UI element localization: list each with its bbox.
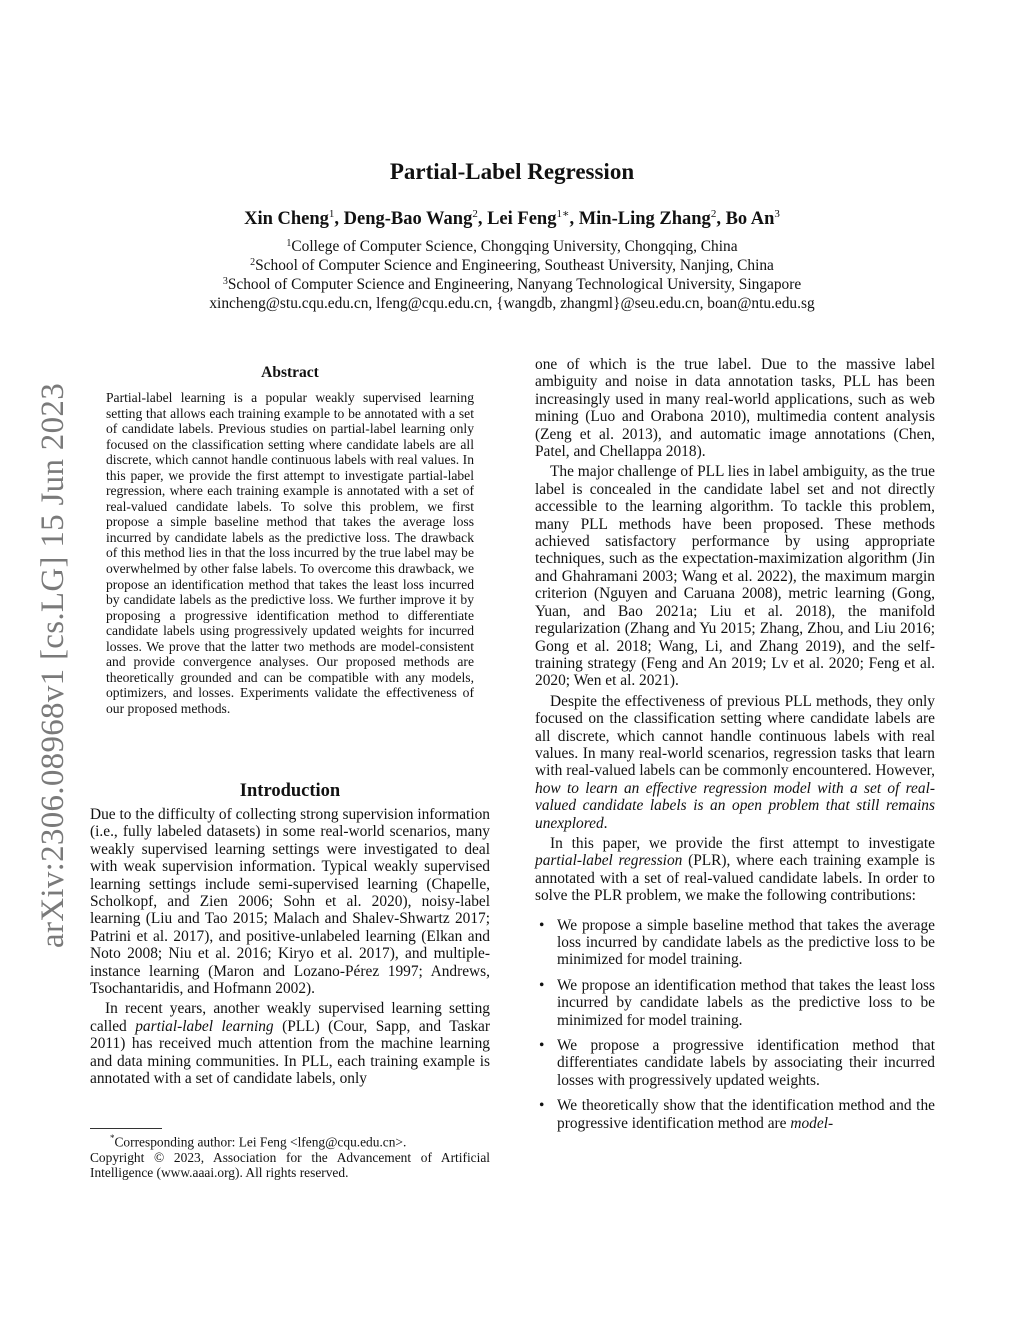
corresponding-author-note: *Corresponding author: Lei Feng <lfeng@cqu.edu.cn>.	[110, 1133, 407, 1150]
left-column-body	[90, 806, 490, 1088]
right-column-body	[535, 356, 935, 1140]
paragraph: In recent years, another weakly supervised learning setting called partial-label learning (PLL) (Cour, Sapp, and Taskar 2011) has received much attention from the machine learning and data mining communities. In PLL, each training example is annotated with a set of candidate labels, only	[90, 1000, 491, 1088]
bullet-icon: •	[539, 976, 545, 994]
bullet-icon: •	[539, 1097, 545, 1115]
author: Bo An$^3$	[725, 208, 780, 229]
affiliation: $^1$College of Computer Science, Chongqing University, Chongqing, China	[286, 238, 738, 255]
affiliation: $^3$School of Computer Science and Engineering, Nanyang Technological University, Singapore	[222, 276, 802, 293]
list-item: • We theoretically show that the identification method and the progressive identification method are model-	[539, 1097, 935, 1132]
introduction-heading: Introduction	[239, 781, 341, 801]
abstract-text: Partial-label learning is a popular weakly supervised learning setting that allows each training example to be annotated with a set of candidate labels. Previous studies on partial-label learning only focused on the classification setting where candidate labels are all discrete, which cannot handle continuous labels with real values. In this paper, we provide the first attempt to investigate partial-label regression, where each training example is annotated with a set of real-valued candidate labels. To solve this problem, we first propose a simple baseline method that takes the average loss incurred by candidate labels as the predictive loss. The drawback of this method lies in that the loss incurred by the true label may be overwhelmed by other false labels. To overcome this drawback, we propose an identification method that takes the least loss incurred by candidate labels as the predictive loss. We further improve it by proposing a progressive identification method to differentiate candidate labels using progressively updated weights for incurred losses. We prove that the latter two methods are model-consistent and provide convergence analyses. Our proposed methods are theoretically grounded and can be compatible with any models, optimizers, and losses. Experiments validate the effectiveness of our proposed methods.	[106, 390, 474, 716]
bullet-icon: •	[539, 916, 545, 934]
contributions-list	[535, 917, 935, 1132]
author: Min-Ling Zhang$^2$,	[578, 208, 726, 229]
abstract-heading: Abstract	[261, 364, 319, 381]
author: Xin Cheng$^1$,	[244, 208, 344, 229]
arxiv-identifier: arXiv:2306.08968v1 [cs.LG] 15 Jun 2023	[35, 382, 71, 948]
paragraph: The major challenge of PLL lies in label ambiguity, as the true label is concealed in the candidate label set and not directly accessible to the learning algorithm. To tackle this problem, many PLL methods have been proposed. These methods achieved satisfactory performance by using appropriate techniques, such as the expectation-maximization algorithm (Jin and Ghahramani 2003; Wang et al. 2022), the maximum margin criterion (Nguyen and Caruana 2008), metric learning (Gong, Yuan, and Bao 2021a; Liu et al. 2018), the manifold regularization (Zhang and Yu 2015; Zhang, Zhou, and Liu 2016; Gong et al. 2018; Wang, Li, and Zhang 2019), and the self-training strategy (Feng and An 2019; Lv et al. 2020; Feng et al. 2020; Wen et al. 2021).	[535, 463, 935, 690]
list-item: • We propose a progressive identification method that differentiates candidate labels by associating their incurred losses with progressively updated weights.	[539, 1037, 935, 1089]
paper-title: Partial-Label Regression	[389, 159, 635, 184]
list-item: • We propose an identification method that takes the least loss incurred by candidate labels as the predictive loss to be minimized for model training.	[539, 976, 935, 1029]
paragraph: Despite the effectiveness of previous PLL methods, they only focused on the classification setting where candidate labels are all discrete, which cannot handle continuous labels with real values. In many real-world scenarios, regression tasks that learn with real-valued labels can be commonly encountered. However, how to learn an effective regression model with a set of real-valued candidate labels is an open problem that still remains unexplored.	[535, 692, 935, 832]
paragraph: Due to the difficulty of collecting strong supervision information (i.e., fully labeled datasets) in some real-world scenarios, many weakly supervised learning settings were investigated to deal with weak supervision information. Typical weakly supervised learning settings include semi-supervised learning (Chapelle, Scholkopf, and Zien 2006; Sohn et al. 2020), noisy-label learning (Liu and Tao 2015; Malach and Shalev-Shwartz 2017; Patrini et al. 2017), and positive-unlabeled learning (Elkan and Noto 2008; Niu et al. 2016; Kiryo et al. 2017), and multiple-instance learning (Maron and Lozano-Pérez 1997; Andrews, Tsochantaridis, and Hofmann 2002).	[90, 806, 490, 998]
list-item: • We propose a simple baseline method that takes the average loss incurred by candidate labels as the predictive loss to be minimized for model training.	[539, 916, 935, 969]
author-emails: xincheng@stu.cqu.edu.cn, lfeng@cqu.edu.cn, {wangdb, zhangml}@seu.edu.cn, boan@ntu.edu.sg	[209, 295, 815, 312]
paragraph: one of which is the true label. Due to the massive label ambiguity and noise in data annotation tasks, PLL has been increasingly used in many real-world applications, such as web mining (Luo and Orabona 2010), multimedia content analysis (Zeng et al. 2013), and automatic image annotations (Chen, Patel, and Chellappa 2018).	[535, 356, 935, 461]
affiliation: $^2$School of Computer Science and Engineering, Southeast University, Nanjing, China	[250, 257, 774, 274]
paragraph: In this paper, we provide the first attempt to investigate partial-label regression (PLR), where each training example is annotated with a set of real-valued candidate labels. In order to solve the PLR problem, we make the following contributions:	[535, 834, 935, 905]
footnote-rule	[90, 1128, 162, 1129]
footnote	[90, 1128, 490, 1181]
author: Lei Feng$^{1∗}$,	[487, 208, 579, 229]
author: Deng-Bao Wang$^2$,	[343, 208, 488, 229]
author-list	[0, 207, 1024, 230]
abstract-body	[106, 390, 474, 716]
bullet-icon: •	[539, 1037, 545, 1055]
copyright-notice: Copyright © 2023, Association for the Advancement of Artificial Intelligence (www.aaai.org). All rights reserved.	[90, 1149, 490, 1181]
